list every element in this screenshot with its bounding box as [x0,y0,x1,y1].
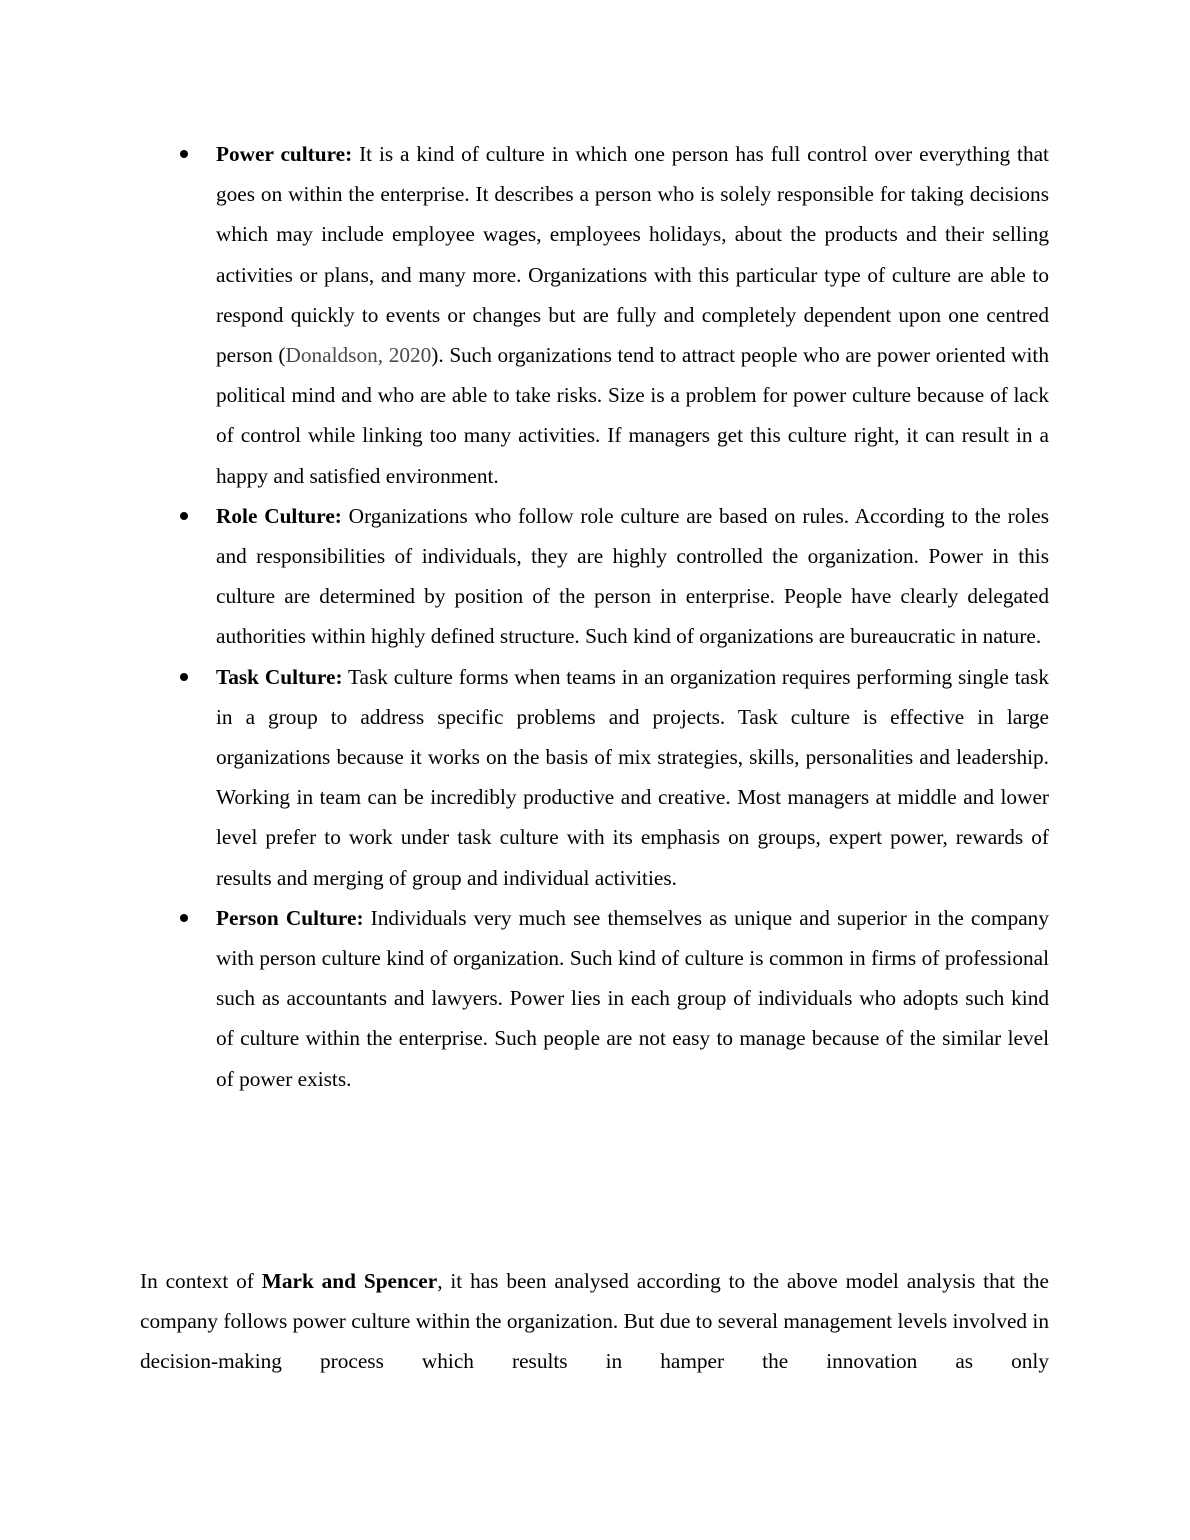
bullet-icon [180,673,188,681]
list-item-person-culture [216,898,1049,1099]
term-role-culture: Role Culture: [216,503,342,528]
context-paragraph [140,1261,1049,1382]
term-power-culture: Power culture: [216,142,353,166]
person-culture-text: Individuals very much see themselves as unique and superior in the company with person culture kind of organization. Such kind of culture is common in firms of professional such as accountants and lawyers. Power lies in each group of individuals who adopts such kind of culture within the enterprise. Such people are not easy to manage because of the similar level of power exists. [216,905,1049,1091]
bullet-icon [180,512,188,520]
context-suffix: , it has been analysed according to the above model analysis that the company follows power culture within the organization. But due to several management levels involved in decision-making process which results in hamper the innovation as only [140,1269,1049,1374]
context-prefix: In context of [140,1269,262,1293]
bullet-icon [180,150,188,158]
role-culture-text: Organizations who follow role culture are based on rules. According to the roles and responsibilities of individuals, they are highly controlled the organization. Power in this culture are determined by position of the person in enterprise. People have clearly delegated authorities within highly defined structure. Such kind of organizations are bureaucratic in nature. [216,503,1049,649]
term-person-culture: Person Culture: [216,905,364,930]
culture-types-list [216,134,1049,1099]
bullet-icon [180,914,188,922]
citation-donaldson: Donaldson, 2020 [285,343,432,368]
term-task-culture: Task Culture: [216,664,343,689]
power-culture-text: It is a kind of culture in which one person has full control over everything that goes on within the enterprise. It describes a person who is solely responsible for taking decisions which may include employee wages, employees holidays, about the products and their selling activities or plans, and many more. Organizations with this particular type of culture are able to respond quickly to events or changes but are fully and completely dependent upon one centred person ( [216,142,1049,368]
power-culture-text-cont: ). Such organizations tend to attract people who are power oriented with political mind and who are able to take risks. Size is a problem for power culture because of lack of control while linking too many activities. If managers get this culture right, it can result in a happy and satisfied environment. [216,343,1049,488]
list-item-role-culture [216,496,1049,657]
task-culture-text: Task culture forms when teams in an organization requires performing single task in a group to address specific problems and projects. Task culture is effective in large organizations because it works on the basis of mix strategies, skills, personalities and leadership. Working in team can be incredibly productive and creative. Most managers at middle and lower level prefer to work under task culture with its emphasis on groups, expert power, rewards of results and merging of group and individual activities. [216,664,1049,890]
company-name: Mark and Spencer [261,1269,438,1293]
list-item-task-culture [216,657,1049,898]
list-item-power-culture [216,134,1049,496]
